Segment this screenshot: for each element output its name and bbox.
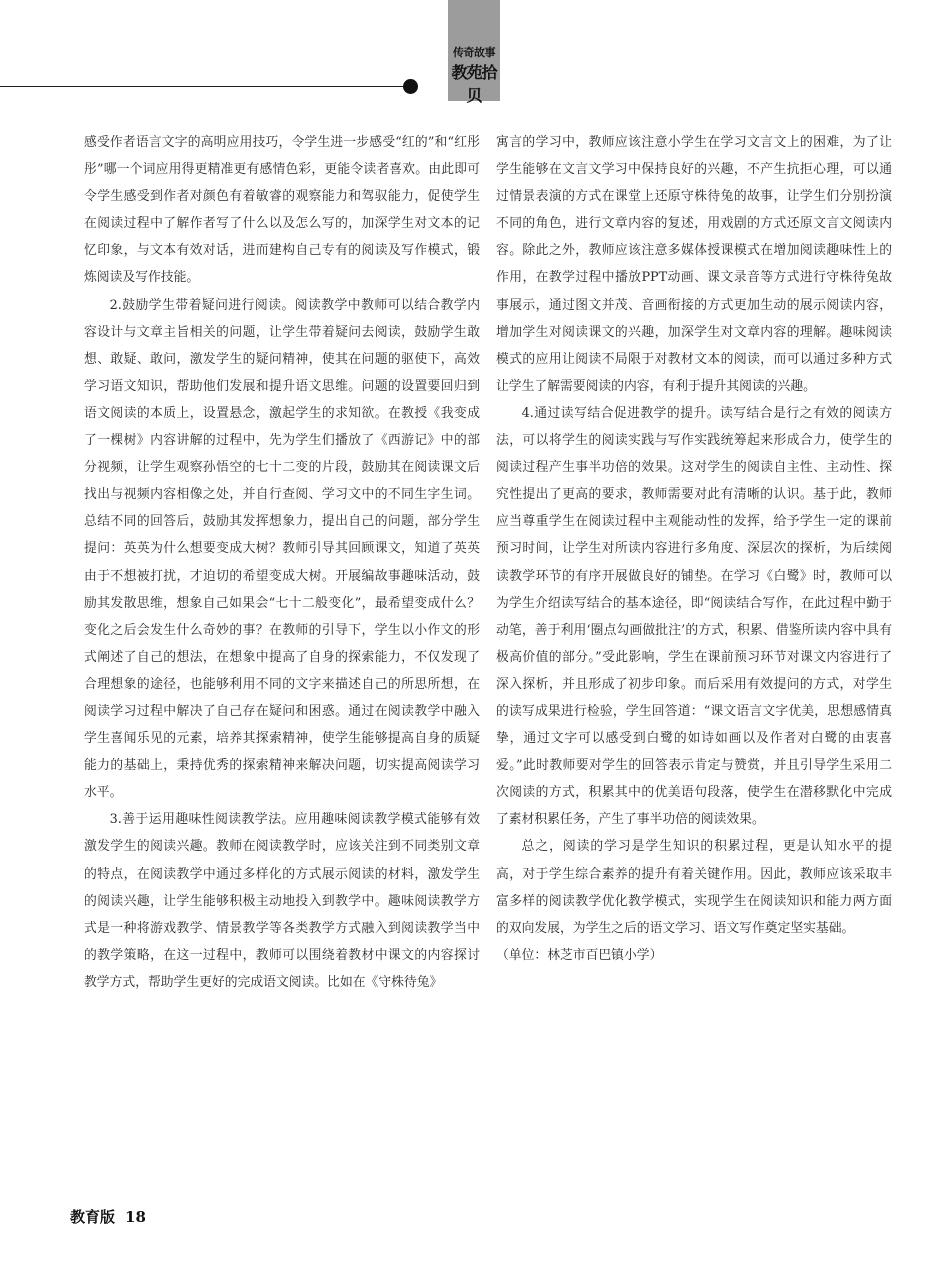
header-rule [0, 86, 410, 87]
paragraph: 4.通过读写结合促进教学的提升。读写结合是行之有效的阅读方法，可以将学生的阅读实践与写作实践统筹起来形成合力，使学生的阅读过程产生事半功倍的效果。这对学生的阅读自主性、主动性、探究性提出了更高的要求，教师需要对此有清晰的认识。基于此，教师应当尊重学生在阅读过程中主观能动性的发挥，给予学生一定的课前预习时间，让学生对所读内容进行多角度、深层次的探析，为后续阅读教学环节的有序开展做良好的铺垫。在学习《白鹭》时，教师可以为学生介绍读写结合的基本途径，即“阅读结合写作，在此过程中勤于动笔，善于利用‘圈点勾画做批注’的方式，积累、借鉴所读内容中具有极高价值的部分。”受此影响，学生在课前预习环节对课文内容进行了深入探析，并且形成了初步印象。而后采用有效提问的方式，对学生的读写成果进行检验，学生回答道：“课文语言文字优美，思想感情真挚，通过文字可以感受到白鹭的如诗如画以及作者对白鹭的由衷喜爱。”此时教师要对学生的回答表示肯定与赞赏，并且引导学生采用二次阅读的方式，积累其中的优美语句段落，使学生在潜移默化中完成了素材积累任务，产生了事半功倍的阅读效果。 [496, 405, 892, 828]
affiliation: （单位：林芝市百巴镇小学） [496, 947, 663, 963]
edition-label: 教育版 [70, 1208, 116, 1226]
header-dot [403, 79, 418, 94]
right-column [496, 129, 892, 969]
left-column [84, 129, 480, 996]
page-number: 18 [125, 1208, 146, 1226]
section-tab [448, 0, 500, 105]
page-footer [70, 1206, 156, 1227]
section-tab-title: 教苑拾贝 [451, 63, 497, 105]
paragraph: 2.鼓励学生带着疑问进行阅读。阅读教学中教师可以结合教学内容设计与文章主旨相关的问题，让学生带着疑问去阅读，鼓励学生敢想、敢疑、敢问，激发学生的疑问精神，使其在问题的驱使下，高效学习语文知识，帮助他们发展和提升语文思维。问题的设置要回归到语文阅读的本质上，设置悬念，激起学生的求知欲。在教授《我变成了一棵树》内容讲解的过程中，先为学生们播放了《西游记》中的部分视频，让学生观察孙悟空的七十二变的片段，鼓励其在阅读课文后找出与视频内容相像之处，并自行查阅、学习文中的不同生字生词。总结不同的回答后，鼓励其发挥想象力，提出自己的问题，部分学生提问：英英为什么想要变成大树？教师引导其回顾课文，知道了英英由于不想被打扰，才迫切的希望变成大树。开展编故事趣味活动，鼓励其发散思维，想象自己如果会“七十二般变化”，最希望变成什么？变化之后会发生什么奇妙的事？在教师的引导下，学生以小作文的形式阐述了自己的想法，在想象中提高了自身的探索能力，不仅发现了合理想象的途径，也能够利用不同的文字来描述自己的所思所想，在阅读学习过程中解决了自己存在疑问和困惑。通过在阅读教学中融入学生喜闻乐见的元素，培养其探索精神，使学生能够提高自身的质疑能力的基础上，秉持优秀的探索精神来解决问题，切实提高阅读学习水平。 [84, 297, 480, 801]
paragraph: 总之，阅读的学习是学生知识的积累过程，更是认知水平的提高，对于学生综合素养的提升有着关键作用。因此，教师应该采取丰富多样的阅读教学优化教学模式，实现学生在阅读知识和能力两方面的双向发展，为学生之后的语文学习、语文写作奠定坚实基础。 [496, 839, 892, 936]
paragraph: 3.善于运用趣味性阅读教学法。应用趣味阅读教学模式能够有效激发学生的阅读兴趣。教师在阅读教学时，应该关注到不同类别文章的特点，在阅读教学中通过多样化的方式展示阅读的材料，激发学生的阅读兴趣，让学生能够积极主动地投入到教学中。趣味阅读教学方式是一种将游戏教学、情景教学等各类教学方式融入到阅读教学当中的教学策略，在这一过程中，教师可以围绕着教材中课文的内容探讨教学方式，帮助学生更好的完成语文阅读。比如在《守株待兔》 [84, 812, 480, 990]
paragraph: 寓言的学习中，教师应该注意小学生在学习文言文上的困难，为了让学生能够在文言文学习中保持良好的兴趣，不产生抗拒心理，可以通过情景表演的方式在课堂上还原守株待兔的故事，让学生们分别扮演不同的角色，进行文章内容的复述，用戏剧的方式还原文言文阅读内容。除此之外，教师应该注意多媒体授课模式在增加阅读趣味性上的作用，在教学过程中播放PPT动画、课文录音等方式进行守株待兔故事展示，通过图文并茂、音画衔接的方式更加生动的展示阅读内容，增加学生对阅读课文的兴趣，加深学生对文章内容的理解。趣味阅读模式的应用让阅读不局限于对教材文本的阅读，而可以通过多种方式让学生了解需要阅读的内容，有利于提升其阅读的兴趣。 [496, 135, 892, 394]
section-tab-subtitle: 传奇故事 [453, 46, 495, 59]
paragraph: 感受作者语言文字的高明应用技巧，令学生进一步感受“红的”和“红彤彤”哪一个词应用得更精准更有感情色彩，更能令读者喜欢。由此即可令学生感受到作者对颜色有着敏睿的观察能力和驾驭能力，促使学生在阅读过程中了解作者写了什么以及怎么写的，加深学生对文本的记忆印象，与文本有效对话，进而建构自己专有的阅读及写作模式，锻炼阅读及写作技能。 [84, 135, 480, 286]
